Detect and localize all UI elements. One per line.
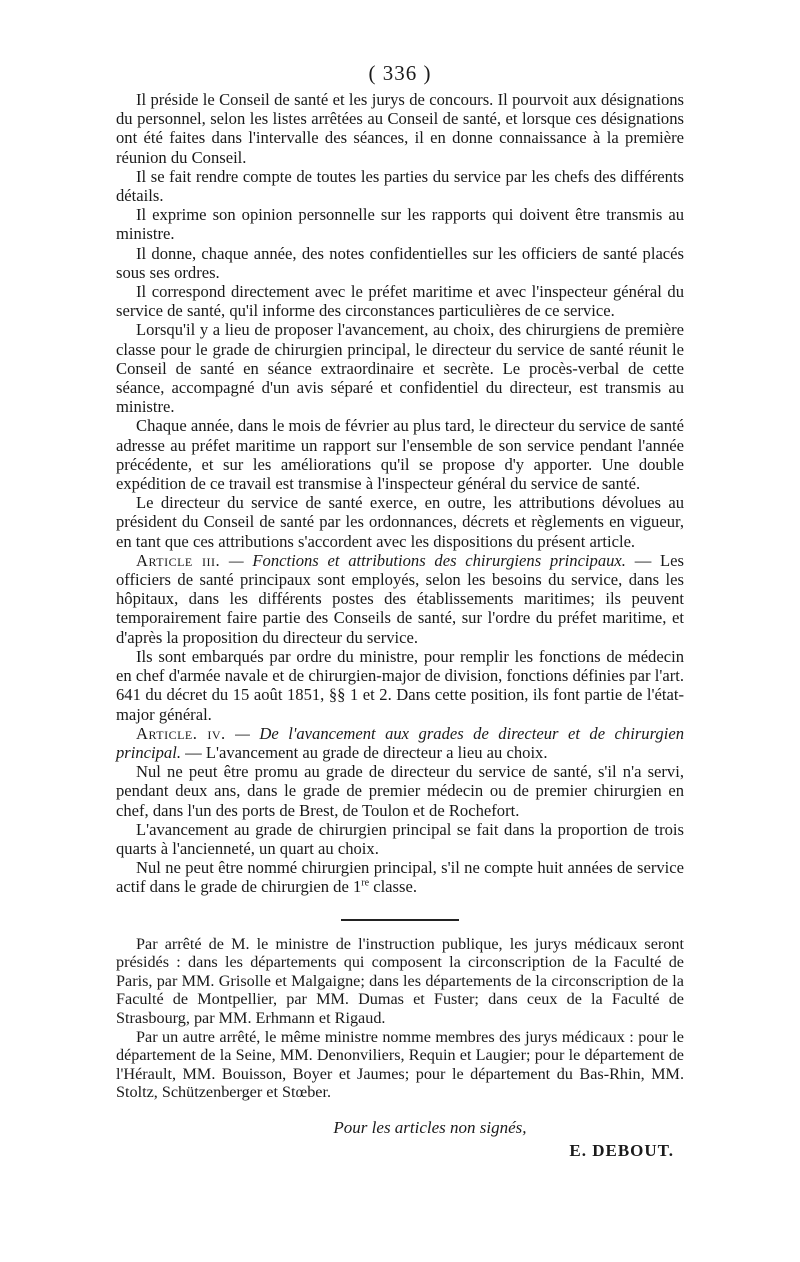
article-3-dash: — xyxy=(625,550,652,570)
article-4-paragraph-3: L'avancement au grade de chirurgien principal se fait dans la proportion de trois quarts à l'ancienneté, un quart au choix. xyxy=(116,819,684,858)
paragraph-4: Il donne, chaque année, des notes confidentielles sur les officiers de santé placés sous ses ordres. xyxy=(116,243,684,282)
signature-line: Pour les articles non signés, xyxy=(333,1117,527,1137)
paragraph-3: Il exprime son opinion personnelle sur les rapports qui doivent être transmis au ministre. xyxy=(116,205,684,244)
decree-paragraph-2: Par un autre arrêté, le même ministre nomme membres des jurys médicaux : pour le département de la Seine, MM. Denonviliers, Requin et Laugier; pour le département de l'Hérault, MM. Bouisson, Boyer et Jaumes; pour le département du Bas-Rhin, MM. Stoltz, Schützenberger et Stœber. xyxy=(116,1027,684,1102)
article-4-paragraph-4 xyxy=(116,858,684,896)
article-4-p4-start: Nul ne peut être nommé chirurgien principal, s'il ne compte huit années de service actif dans le grade de chirurgien de 1 xyxy=(116,858,684,897)
article-4-paragraph-2: Nul ne peut être promu au grade de directeur du service de santé, s'il n'a servi, pendant deux ans, dans le grade de premier médecin ou de premier chirurgien en chef, dans l'un des ports de Brest, de Toulon et de Rochefort. xyxy=(116,762,684,820)
signature-name: E. DEBOUT. xyxy=(569,1140,674,1160)
article-3-paragraph-2: Ils sont embarqués par ordre du ministre, pour remplir les fonctions de médecin en chef d'armée navale et de chirurgien-major de division, fonctions définies par l'art. 641 du décret du 15 août 1851, §§ 1 et 2. Dans cette position, ils font partie de l'état-major général. xyxy=(116,646,684,724)
paragraph-8: Le directeur du service de santé exerce, en outre, les attributions dévolues au président du Conseil de santé par les ordonnances, décrets et règlements en vigueur, en tant que ces attributions s'accordent avec les dispositions du présent article. xyxy=(116,493,684,551)
article-4-heading: Article. iv. xyxy=(136,723,226,743)
decree-paragraph-1: Par arrêté de M. le ministre de l'instruction publique, les jurys médicaux seront présidés : dans les départements qui composent la circonscription de la Faculté de Paris, par MM. Grisolle et Malgaigne; dans les départements de la circonscription de la Faculté de Montpellier, par MM. Dumas et Fuster; dans ceux de la Faculté de Strasbourg, par MM. Erhmann et Rigaud. xyxy=(116,934,684,1027)
paragraph-5: Il correspond directement avec le préfet maritime et avec l'inspecteur général du service de santé, qu'il informe des circonstances particulières de ce service. xyxy=(116,282,684,321)
article-4-title: — De l'avancement aux grades de directeur et de chirurgien principal. xyxy=(116,723,684,762)
article-3-title: — Fonctions et attributions des chirurgiens principaux. xyxy=(228,550,626,570)
article-4-p4-superscript: re xyxy=(361,877,370,889)
article-3-body: Les officiers de santé principaux sont employés, selon les besoins du service, dans les hôpitaux, dans les différents postes des établissements maritimes; ils peuvent temporairement faire partie des Conseils de santé, sur l'ordre du préfet maritime, et d'après la proposition du directeur du service. xyxy=(116,550,684,647)
section-divider xyxy=(341,919,459,921)
paragraph-1: Il préside le Conseil de santé et les jurys de concours. Il pourvoit aux désignations du personnel, selon les listes arrêtées au Conseil de santé, et lorsque ces désignations ont été faites dans l'intervalle des séances, il en donne connaissance à la première réunion du Conseil. xyxy=(116,90,684,167)
article-4-p4-end: classe. xyxy=(369,877,417,897)
page-number: ( 336 ) xyxy=(368,61,432,85)
paragraph-2: Il se fait rendre compte de toutes les parties du service par les chefs des différents détails. xyxy=(116,166,684,206)
paragraph-6: Lorsqu'il y a lieu de proposer l'avancement, au choix, des chirurgiens de première classe pour le grade de chirurgien principal, le directeur du service de santé réunit le Conseil de santé en séance extraordinaire et secrète. Le procès-verbal de cette séance, accompagné d'un avis séparé et confidentiel du directeur, est transmis au ministre. xyxy=(116,320,684,417)
article-3-paragraph xyxy=(116,551,684,647)
article-4-paragraph xyxy=(116,724,684,762)
article-3-heading: Article iii. xyxy=(136,550,221,570)
paragraph-7: Chaque année, dans le mois de février au plus tard, le directeur du service de santé adresse au préfet maritime un rapport sur l'ensemble de son service pendant l'année précédente, et sur les améliorations qu'il se propose d'y apporter. Une double expédition de ce travail est transmise à l'inspecteur général du service de santé. xyxy=(116,416,684,494)
article-4-body: — L'avancement au grade de directeur a lieu au choix. xyxy=(181,742,548,762)
